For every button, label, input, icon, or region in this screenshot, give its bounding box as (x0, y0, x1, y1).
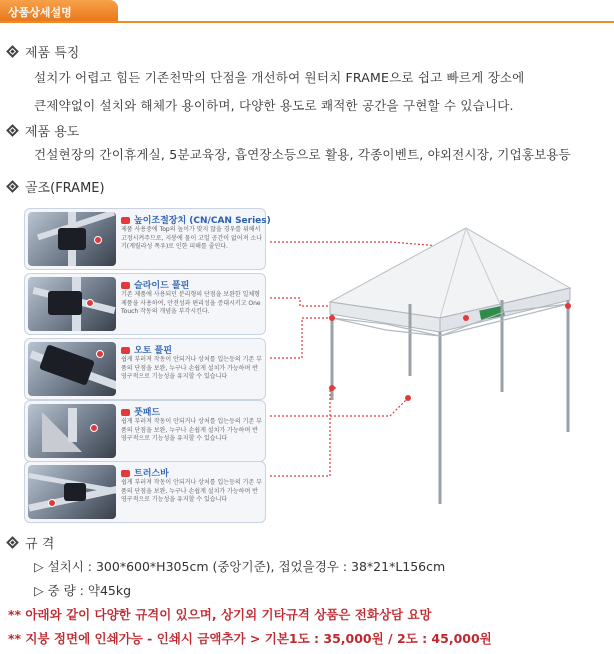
panel-desc: 쉽게 부러져 작동이 안되거나 상처를 입는등의 기존 부품의 단점을 보완, 누구나 손쉽게 설치가 가능하며 반영구적으로 기능성을 유지할 수 있습니다 (121, 479, 262, 504)
truss-bar-photo (28, 465, 116, 519)
spec-heading: 규 격 (8, 533, 54, 552)
header-bar (0, 0, 614, 22)
auto-pullpin-photo (28, 342, 116, 396)
panel-desc: 기존 제품에 사용되던 분리형의 단점을 보완한 일체형 제품을 사용하여, 안전성과 편리성을 증대시키고 One Touch 작동의 개념을 부각시킨다. (121, 291, 261, 316)
frame-heading: 골조(FRAME) (8, 177, 105, 196)
panel-title: 트러스바 (121, 466, 169, 479)
panel-desc: 제품 사용중에 Top의 높이가 맞지 않을 경우를 위해서 고정시켜주므로, 지붕에 물이 고일 공간이 없어져 소나기(게릴라성 폭우)로 인한 피해를 줄인다. (121, 226, 262, 251)
note-line-2: ** 지붕 정면에 인쇄가능 - 인쇄시 금액추가 > 기본1도 : 35,000원 / 2도 : 45,000원 (8, 631, 492, 646)
header-tab (0, 0, 118, 22)
note-line-1: ** 아래와 같이 다양한 규격이 있으며, 상기외 기타규격 상품은 전화상담 요망 (8, 607, 432, 622)
frame-panel-height-adjuster (24, 208, 271, 270)
usage-heading: 제품 용도 (8, 121, 79, 140)
spec-weight: ▷ 중 량 : 약45kg (34, 583, 132, 598)
header-title: 상품상세설명 (8, 6, 72, 19)
diamond-bullet-icon (6, 180, 19, 193)
features-line-1: 설치가 어렵고 힘든 기존천막의 단점을 개선하여 원터치 FRAME으로 쉽고 빠르게 장소에 (34, 70, 525, 85)
panel-title: 높이조절장치 (CN/CAN Series) (121, 213, 271, 226)
frame-panel-slide-pullpin (24, 273, 266, 335)
height-adjuster-photo (28, 212, 116, 266)
panel-desc: 쉽게 부러져 작동이 안되거나 상처를 입는등의 기존 부품의 단점을 보완, 누구나 손쉽게 설치가 가능하며 반영구적으로 기능성을 유지할 수 있습니다 (121, 418, 262, 443)
frame-panel-auto-pullpin (24, 338, 266, 400)
usage-line: 건설현장의 간이휴게실, 5분교육장, 흡연장소등으로 활용, 각종이벤트, 야외전시장, 기업홍보용등 (34, 147, 571, 162)
foot-pad-photo (28, 404, 116, 458)
tent-frame-illustration (270, 208, 610, 528)
diamond-bullet-icon (6, 536, 19, 549)
header-divider (0, 21, 614, 23)
slide-pullpin-photo (28, 277, 116, 331)
spec-size: ▷ 설치시 : 300*600*H305cm (중앙기준), 접었을경우 : 38*21*L156cm (34, 559, 446, 574)
panel-title: 오토 풀핀 (121, 343, 172, 356)
diamond-bullet-icon (6, 45, 19, 58)
panel-title: 슬라이드 풀핀 (121, 278, 189, 291)
panel-desc: 쉽게 부러져 작동이 안되거나 상처를 입는등의 기존 부품의 단점을 보완, 누구나 손쉽게 설치가 가능하며 반영구적으로 기능성을 유지할 수 있습니다 (121, 356, 262, 381)
panel-title: 풋패드 (121, 405, 160, 418)
features-heading: 제품 특징 (8, 42, 79, 61)
diamond-bullet-icon (6, 124, 19, 137)
features-line-2: 큰제약없이 설치와 해체가 용이하며, 다양한 용도로 쾌적한 공간을 구현할 수 있습니다. (34, 98, 514, 113)
frame-panel-truss-bar (24, 461, 266, 523)
frame-panel-foot-pad (24, 400, 266, 462)
